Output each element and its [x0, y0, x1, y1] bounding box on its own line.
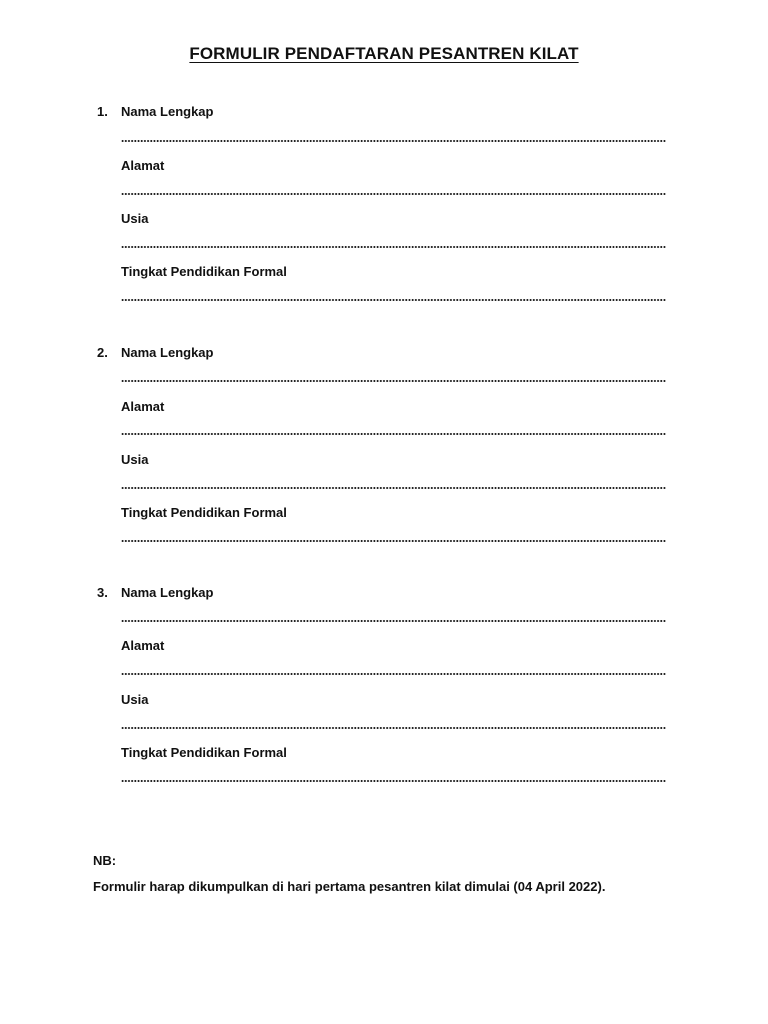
- fill-line-nama-lengkap[interactable]: [121, 380, 666, 382]
- fill-line-usia[interactable]: [121, 246, 666, 248]
- field-label-usia: Usia: [121, 452, 149, 467]
- field-label-tingkat-pendidikan: Tingkat Pendidikan Formal: [121, 745, 287, 760]
- fill-line-tingkat-pendidikan[interactable]: [121, 540, 666, 542]
- field-label-alamat: Alamat: [121, 399, 165, 414]
- fill-line-tingkat-pendidikan[interactable]: [121, 780, 666, 782]
- field-label-tingkat-pendidikan: Tingkat Pendidikan Formal: [121, 264, 287, 279]
- fill-line-tingkat-pendidikan[interactable]: [121, 299, 666, 301]
- fill-line-alamat[interactable]: [121, 433, 666, 435]
- field-label-usia: Usia: [121, 692, 149, 707]
- field-label-nama-lengkap: Nama Lengkap: [121, 585, 214, 600]
- note-label: NB:: [93, 853, 117, 868]
- field-label-alamat: Alamat: [121, 158, 165, 173]
- fill-line-alamat[interactable]: [121, 673, 666, 675]
- entry-number: 2.: [97, 345, 108, 360]
- field-label-tingkat-pendidikan: Tingkat Pendidikan Formal: [121, 505, 287, 520]
- fill-line-alamat[interactable]: [121, 193, 666, 195]
- form-title: FORMULIR PENDAFTARAN PESANTREN KILAT: [189, 44, 579, 63]
- fill-line-usia[interactable]: [121, 487, 666, 489]
- entry-number: 1.: [97, 104, 108, 119]
- field-label-alamat: Alamat: [121, 638, 165, 653]
- fill-line-nama-lengkap[interactable]: [121, 620, 666, 622]
- field-label-usia: Usia: [121, 211, 149, 226]
- field-label-nama-lengkap: Nama Lengkap: [121, 345, 214, 360]
- note-text: Formulir harap dikumpulkan di hari pertama pesantren kilat dimulai (04 April 2022).: [93, 879, 606, 894]
- fill-line-usia[interactable]: [121, 727, 666, 729]
- entry-number: 3.: [97, 585, 108, 600]
- field-label-nama-lengkap: Nama Lengkap: [121, 104, 214, 119]
- fill-line-nama-lengkap[interactable]: [121, 140, 666, 142]
